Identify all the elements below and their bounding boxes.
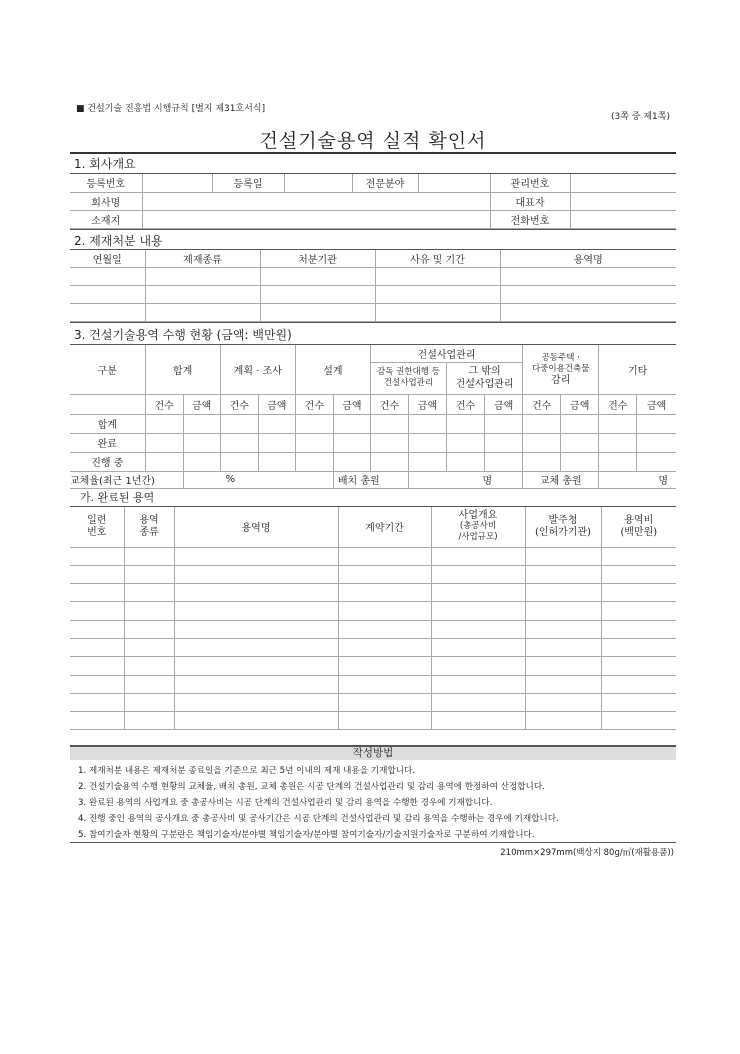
col-fee: 용역비 (백만원) [601,507,676,547]
table-cell[interactable] [601,693,676,711]
table-cell[interactable] [174,638,338,656]
table-cell[interactable] [525,584,601,602]
divider [70,842,676,843]
col-service-type: 용역 종류 [124,507,174,547]
field-replacement-rate[interactable]: % [183,471,333,488]
field-mgmt-no[interactable] [570,174,676,192]
table-cell[interactable] [174,584,338,602]
table-cell[interactable] [174,602,338,620]
page-info: (3쪽 중 제1쪽) [611,112,670,122]
table-row [70,602,676,620]
section-3-heading: 3. 건설기술용역 수행 현황 (금액: 백만원) [74,328,292,342]
table-cell[interactable] [525,693,601,711]
divider [70,322,676,323]
instruction-item: 4. 진행 중인 용역의 공사개요 중 총공사비 및 공사기간은 시공 단계의 건설사업관리 및 감리 용역을 수행하는 경우에 기재합니다. [78,814,559,824]
col-gubun: 구분 [70,345,145,394]
table-cell[interactable] [70,675,124,693]
completed-services-table [70,507,676,730]
table-cell[interactable] [431,602,525,620]
field-reg-no[interactable] [142,174,212,192]
page-title: 건설기술용역 실적 확인서 [259,130,487,152]
instruction-item: 1. 제재처분 내용은 제재처분 종료일을 기준으로 최근 5년 이내의 제재 내용을 기재합니다. [78,766,416,776]
table-cell[interactable] [174,620,338,638]
instruction-item: 3. 완료된 용역의 사업개요 중 총공사비는 시공 단계의 건설사업관리 및 감리 용역을 수행한 경우에 기재합니다. [78,798,493,808]
table-row [70,452,676,471]
table-cell[interactable] [174,675,338,693]
label-address: 소재지 [70,210,142,228]
label-replacement-rate: 교체율(최근 1년간) [70,471,183,488]
table-cell[interactable] [124,712,174,730]
table-cell[interactable] [174,547,338,565]
table-row [70,285,676,303]
table-cell[interactable] [70,547,124,565]
table-cell[interactable] [70,693,124,711]
table-cell[interactable] [601,638,676,656]
instruction-item: 5. 참여기술자 현황의 구분란은 책임기술자/분야별 책임기술자/분야별 참여기술자/기술지원기술자로 구분하여 기재합니다. [78,830,535,840]
field-address[interactable] [142,210,490,228]
table-cell[interactable] [338,565,431,583]
col-service-name: 용역명 [500,250,676,267]
table-cell[interactable] [174,693,338,711]
section-3a-heading: 가. 완료된 용역 [80,491,155,504]
table-cell[interactable] [525,602,601,620]
table-cell[interactable] [338,712,431,730]
table-cell[interactable] [70,712,124,730]
field-company[interactable] [142,192,490,210]
table-cell[interactable] [525,620,601,638]
table-cell[interactable] [601,712,676,730]
table-cell[interactable] [124,565,174,583]
label-reg-date: 등록일 [212,174,284,192]
table-cell[interactable] [431,675,525,693]
table-cell[interactable] [338,602,431,620]
table-cell[interactable] [338,620,431,638]
instruction-item: 2. 건설기술용역 수행 현황의 교체율, 배치 총원, 교체 총원은 시공 단계의 건설사업관리 및 감리 용역에 한정하여 산정합니다. [78,782,545,792]
table-cell[interactable] [525,547,601,565]
table-cell[interactable] [601,565,676,583]
divider [70,229,676,230]
table-cell[interactable] [525,657,601,675]
table-cell[interactable] [601,657,676,675]
label-company: 회사명 [70,192,142,210]
table-row [70,620,676,638]
col-overview: 사업개요 (총공사비 /사업규모) [431,507,525,547]
table-cell[interactable] [124,675,174,693]
col-other: 기타 [599,345,676,394]
table-cell[interactable] [70,638,124,656]
table-cell[interactable] [525,712,601,730]
table-row [70,414,676,433]
field-reg-date[interactable] [284,174,352,192]
table-cell[interactable] [70,584,124,602]
table-row [70,547,676,565]
table-cell[interactable] [338,675,431,693]
table-cell[interactable] [601,675,676,693]
field-phone[interactable] [570,210,676,228]
table-cell[interactable] [70,565,124,583]
label-ceo: 대표자 [490,192,570,210]
table-cell[interactable] [431,547,525,565]
table-cell[interactable] [70,620,124,638]
performance-table: 구분 합계 계획 · 조사 설계 건설사업관리 공동주택 · 다중이용건축물 감리 기타 감독 권한대행 등 건설사업관리 그 밖의 건설사업관리 건수 금액 건수 금액 건수 금액 건수 금액 건수 금액 건수 금액 건수 금액 합계 완료 진행 중 교체율(최근 1년간) % 배치 총원 명 교체 총원 명 [70,345,676,489]
table-cell[interactable] [338,657,431,675]
label-phone: 전화번호 [490,210,570,228]
table-cell[interactable] [601,547,676,565]
table-cell[interactable] [124,584,174,602]
table-cell[interactable] [338,584,431,602]
label-specialty: 전문분야 [352,174,418,192]
row-label-total: 합계 [70,414,145,433]
table-cell[interactable] [338,638,431,656]
col-cm: 건설사업관리 [370,345,522,362]
table-row [70,638,676,656]
table-cell[interactable] [124,657,174,675]
col-reason-period: 사유 및 기간 [375,250,500,267]
col-service-name: 용역명 [174,507,338,547]
row-label-completed: 완료 [70,433,145,452]
table-cell[interactable] [431,565,525,583]
table-cell[interactable] [525,638,601,656]
instructions-heading: 작성방법 [70,745,676,760]
table-cell[interactable] [174,565,338,583]
table-cell[interactable] [338,547,431,565]
col-total: 합계 [145,345,220,394]
table-row [70,712,676,730]
section-1-heading: 1. 회사개요 [74,157,136,171]
col-sanction-type: 제재종류 [145,250,260,267]
sanction-table [70,250,676,322]
label-mgmt-no: 관리번호 [490,174,570,192]
table-cell[interactable] [124,547,174,565]
table-cell[interactable] [174,712,338,730]
table-cell[interactable] [431,693,525,711]
table-row [70,693,676,711]
table-cell[interactable] [525,675,601,693]
table-cell[interactable] [70,657,124,675]
table-cell[interactable] [601,584,676,602]
label-reg-no: 등록번호 [70,174,142,192]
table-cell[interactable] [431,657,525,675]
field-specialty[interactable] [418,174,490,192]
col-contract-period: 계약기간 [338,507,431,547]
table-cell[interactable] [124,638,174,656]
field-replacement-total[interactable]: 명 [599,471,676,488]
table-cell[interactable] [174,657,338,675]
table-cell[interactable] [431,712,525,730]
col-housing: 공동주택 · 다중이용건축물 감리 [523,345,599,394]
col-client: 발주청 (인허가기관) [525,507,601,547]
col-design: 설계 [295,345,370,394]
col-serial: 일련 번호 [70,507,124,547]
table-cell[interactable] [124,693,174,711]
col-plan: 계획 · 조사 [220,345,295,394]
col-cm-other: 그 밖의 건설사업관리 [447,362,523,394]
table-cell[interactable] [601,602,676,620]
field-deploy-total[interactable]: 명 [408,471,522,488]
table-row [70,303,676,321]
table-cell[interactable] [70,602,124,620]
table-cell[interactable] [431,620,525,638]
table-cell[interactable] [525,565,601,583]
table-cell[interactable] [124,602,174,620]
col-date: 연월일 [70,250,145,267]
divider [70,152,676,154]
label-deploy-total: 배치 총원 [333,471,408,488]
table-row [70,657,676,675]
col-cm-supervision: 감독 권한대행 등 건설사업관리 [370,362,446,394]
table-row [70,267,676,285]
paper-spec: 210mm×297mm(백상지 80g/㎡(재활용품)) [500,848,674,858]
table-cell[interactable] [338,693,431,711]
table-row [70,565,676,583]
table-row [70,584,676,602]
table-cell[interactable] [124,620,174,638]
table-cell[interactable] [431,638,525,656]
row-label-in-progress: 진행 중 [70,452,145,471]
label-replacement-total: 교체 총원 [523,471,599,488]
table-row [70,433,676,452]
field-ceo[interactable] [570,192,676,210]
table-row [70,675,676,693]
table-cell[interactable] [601,620,676,638]
col-agency: 처분기관 [260,250,375,267]
company-overview-table [70,174,676,229]
section-2-heading: 2. 제재처분 내용 [74,234,163,248]
table-cell[interactable] [431,584,525,602]
form-reference: ■ 건설기술 진흥법 시행규칙 [별지 제31호서식] [76,104,266,114]
